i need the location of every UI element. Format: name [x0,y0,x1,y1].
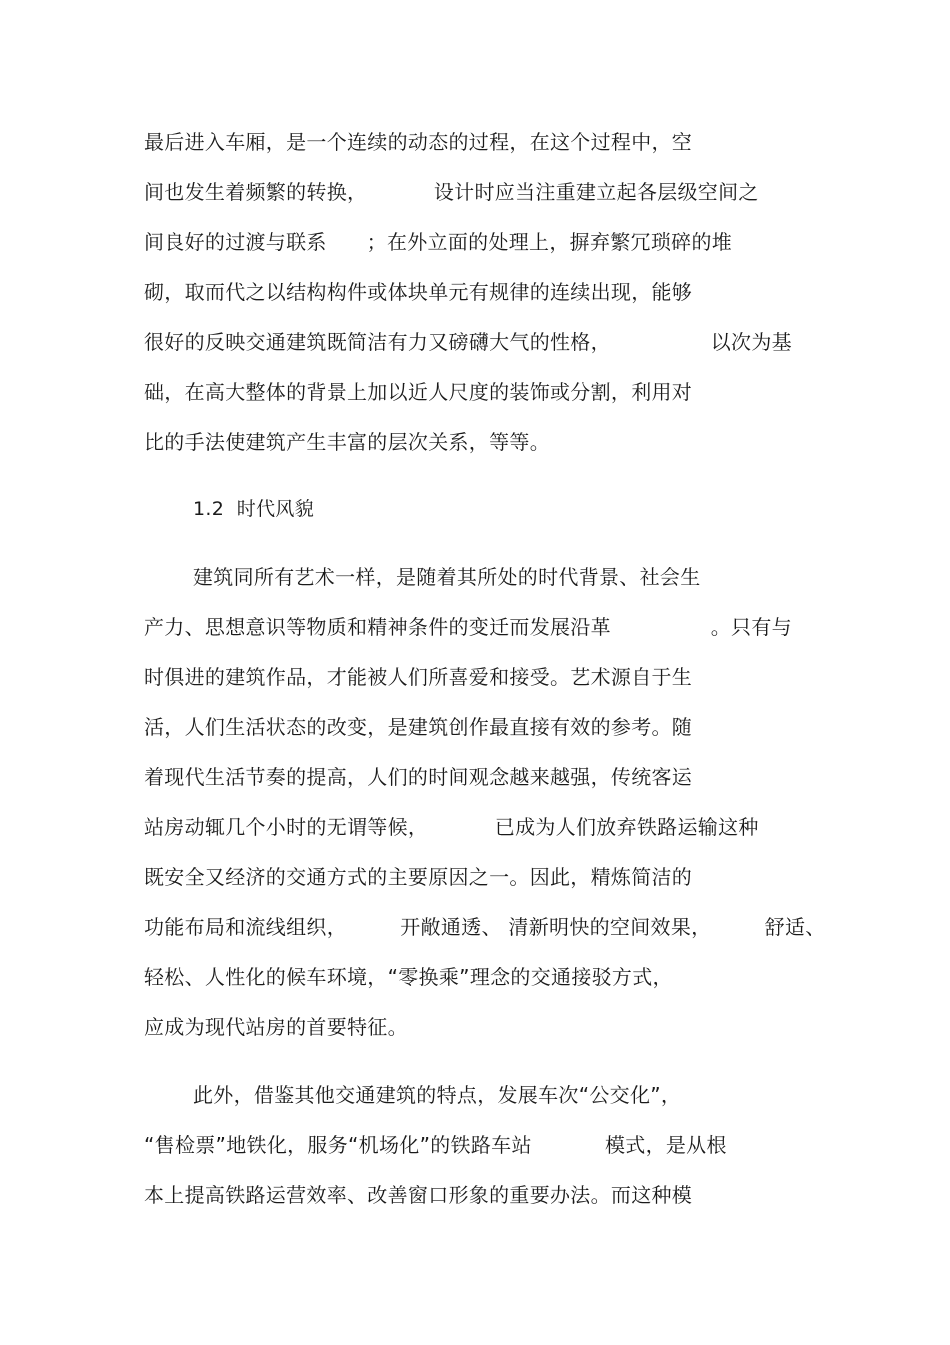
paragraph-2-line-6: 站房动辄几个小时的无谓等候， 已成为人们放弃铁路运输这种 [144,815,759,839]
paragraph-1-line-3: 间良好的过渡与联系 ；在外立面的处理上，摒弃繁冗琐碎的堆 [144,230,733,254]
paragraph-3-line-2: “售检票”地铁化，服务“机场化”的铁路车站 模式，是从根 [144,1133,727,1157]
paragraph-2-line-3: 时俱进的建筑作品，才能被人们所喜爱和接受。艺术源自于生 [144,665,693,689]
paragraph-2-line-7: 既安全又经济的交通方式的主要原因之一。因此，精炼简洁的 [144,865,693,889]
paragraph-2-line-5: 着现代生活节奏的提高，人们的时间观念越来越强，传统客运 [144,765,693,789]
paragraph-1-line-7: 比的手法使建筑产生丰富的层次关系，等等。 [144,430,550,454]
paragraph-3-line-3: 本上提高铁路运营效率、改善窗口形象的重要办法。而这种模 [144,1183,693,1207]
section-heading: 1.2 时代风貌 [193,498,314,520]
paragraph-1-line-2: 间也发生着频繁的转换， 设计时应当注重建立起各层级空间之 [144,180,759,204]
paragraph-1-line-4: 砌，取而代之以结构构件或体块单元有规律的连续出现，能够 [144,280,693,304]
paragraph-2-line-9: 轻松、人性化的候车环境，“零换乘”理念的交通接驳方式， [144,965,673,989]
paragraph-1-line-1: 最后进入车厢，是一个连续的动态的过程，在这个过程中，空 [144,130,693,154]
paragraph-2-line-1: 建筑同所有艺术一样，是随着其所处的时代背景、社会生 [193,565,701,589]
paragraph-2-line-8: 功能布局和流线组织， 开敞通透、 清新明快的空间效果， 舒适、 [144,915,826,939]
paragraph-2-line-2: 产力、思想意识等物质和精神条件的变迁而发展沿革 。只有与 [144,615,792,639]
paragraph-3-line-1: 此外，借鉴其他交通建筑的特点，发展车次“公交化”， [193,1083,682,1107]
paragraph-1-line-6: 础，在高大整体的背景上加以近人尺度的装饰或分割，利用对 [144,380,693,404]
paragraph-1-line-5: 很好的反映交通建筑既简洁有力又磅礴大气的性格， 以次为基 [144,330,792,354]
paragraph-2-line-4: 活，人们生活状态的改变，是建筑创作最直接有效的参考。随 [144,715,693,739]
paragraph-2-line-10: 应成为现代站房的首要特征。 [144,1015,408,1039]
